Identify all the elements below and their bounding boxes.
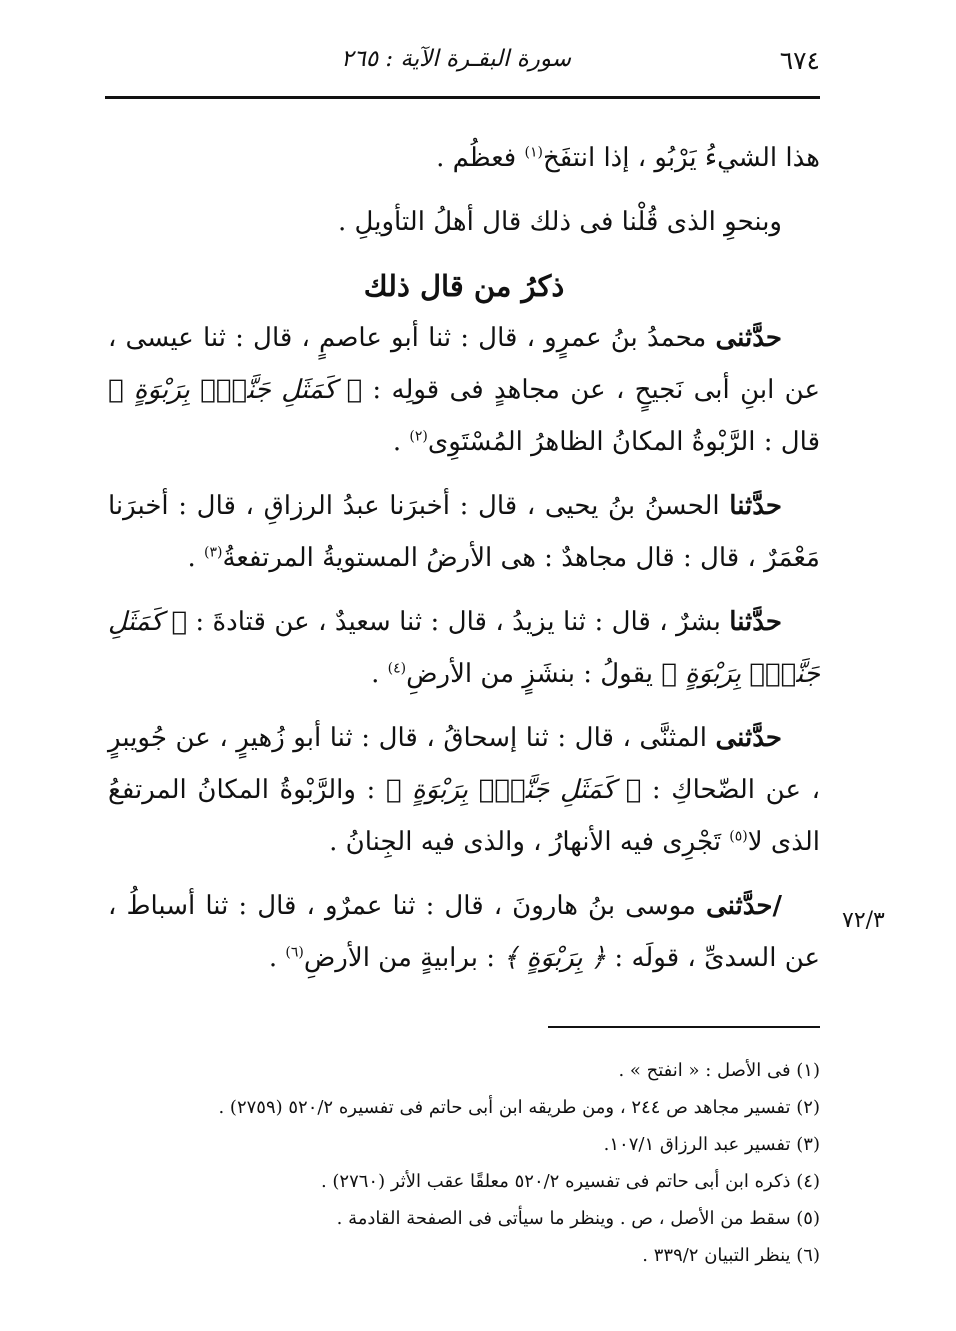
paragraph-4: حدَّثنا الحسنُ بنُ يحيى ، قال : أخبرَنا عبدُ الرزاقِ ، قال : أخبرَنا مَعْمَرٌ ، قال : قال مجاهدٌ : هى الأرضُ المستويةُ المرتفعةُ$^{(٣)}$ . xyxy=(108,491,820,573)
paragraph-3: حدَّثنى محمدُ بنُ عمرٍو ، قال : ثنا أبو عاصمٍ ، قال : ثنا عيسى ، عن ابنِ أبى نَجيحٍ ، عن مجاهدٍ فى قولِه : ﴿ كَمَثَلِ جَنَّةِۭ بِرَبْوَةٍ ﴾ قال : الرَّبْوةُ المكانُ الظاهرُ المُسْتَوِى$^{(٢)}$ . xyxy=(108,323,820,457)
header-rule xyxy=(105,96,820,99)
paragraph-5: حدَّثنا بشرٌ ، قال : ثنا يزيدُ ، قال : ثنا سعيدٌ ، عن قتادةَ : ﴿ كَمَثَلِ جَنَّةِۭ بِرَبْوَةٍ ﴾ يقولُ : بنشَزٍ من الأرضِ$^{(٤)}$ . xyxy=(108,607,820,689)
footnote-3: (٣) تفسير عبد الرزاق ١٠٧/١. xyxy=(603,1134,820,1155)
footnote-5: (٥) سقط من الأصل ، ص . وينظر ما سيأتى فى الصفحة القادمة . xyxy=(336,1208,820,1229)
footnote-ref: (٣) xyxy=(204,544,223,561)
narration-lead: حدَّثنا xyxy=(729,491,782,521)
quran-quote: ﴿ كَمَثَلِ جَنَّةِۭ بِرَبْوَةٍ ﴾ xyxy=(108,375,363,405)
footnote-separator xyxy=(548,1026,820,1028)
footnote-ref: (١) xyxy=(524,144,543,161)
footnote-ref: (٤) xyxy=(387,660,407,677)
quran-quote: ﴿ كَمَثَلِ جَنَّةِۭ بِرَبْوَةٍ ﴾ xyxy=(108,607,820,689)
footnote-4: (٤) ذكره ابن أبى حاتم فى تفسيره ٥٢٠/٢ معلقًا عقب الأثر (٢٧٦٠) . xyxy=(320,1171,820,1192)
paragraph-7: /حدَّثنى موسى بنُ هارونَ ، قال : ثنا عمرٌو ، قال : ثنا أسباطُ ، عن السدىِّ ، قولَه : ﴿ بِرَبْوَةٍ ﴾ : برابيةٍ من الأرضِ$^{(٦)}$ . xyxy=(108,891,820,973)
section-heading: ذكرُ من قال ذلك xyxy=(363,269,565,303)
footnotes xyxy=(160,1052,820,1274)
footnote-2: (٢) تفسير مجاهد ص ٢٤٤ ، ومن طريقه ابن أبى حاتم فى تفسيره ٥٢٠/٢ (٢٧٥٩) . xyxy=(218,1097,820,1118)
narration-lead: حدَّثنى xyxy=(715,323,782,353)
margin-reference: ٧٢/٣ xyxy=(842,908,885,933)
quran-quote: ﴿ بِرَبْوَةٍ ﴾ xyxy=(503,943,607,973)
quran-quote: ﴿ كَمَثَلِ جَنَّةِۭ بِرَبْوَةٍ ﴾ xyxy=(385,775,642,805)
running-title: سورة البقـرة الآية : ٢٦٥ xyxy=(341,46,572,72)
footnote-ref: (٥) xyxy=(729,828,748,845)
footnote-ref: (٢) xyxy=(409,428,428,445)
paragraph-2: وبنحوِ الذى قُلْنا فى ذلك قال أهلُ التأويلِ . xyxy=(338,207,782,237)
page-number: ٦٧٤ xyxy=(779,46,820,75)
narration-lead: /حدَّثنى xyxy=(706,891,782,921)
footnote-6: (٦) ينظر التبيان ٣٣٩/٢ . xyxy=(642,1245,820,1266)
paragraph-1: هذا الشيءُ يَرْبُو ، إذا انتفَخ$^{(١)}$ فعظُم . xyxy=(436,143,820,173)
main-text xyxy=(108,132,820,996)
footnote-1: (١) فى الأصل : « انفتح » . xyxy=(618,1060,820,1081)
narration-lead: حدَّثنى xyxy=(715,723,782,753)
narration-lead: حدَّثنا xyxy=(729,607,783,637)
paragraph-6: حدَّثنى المثنَّى ، قال : ثنا إسحاقُ ، قال : ثنا أبو زُهيرٍ ، عن جُويبرٍ ، عن الضّحاكِ : ﴿ كَمَثَلِ جَنَّةِۭ بِرَبْوَةٍ ﴾ : والرَّبْوةُ المكانُ المرتفعُ الذى لا$^{(٥)}$ تَجْرِى فيه الأنهارُ ، والذى فيه الجِنانُ . xyxy=(108,723,820,857)
footnote-ref: (٦) xyxy=(285,944,304,961)
page-header xyxy=(105,44,820,84)
